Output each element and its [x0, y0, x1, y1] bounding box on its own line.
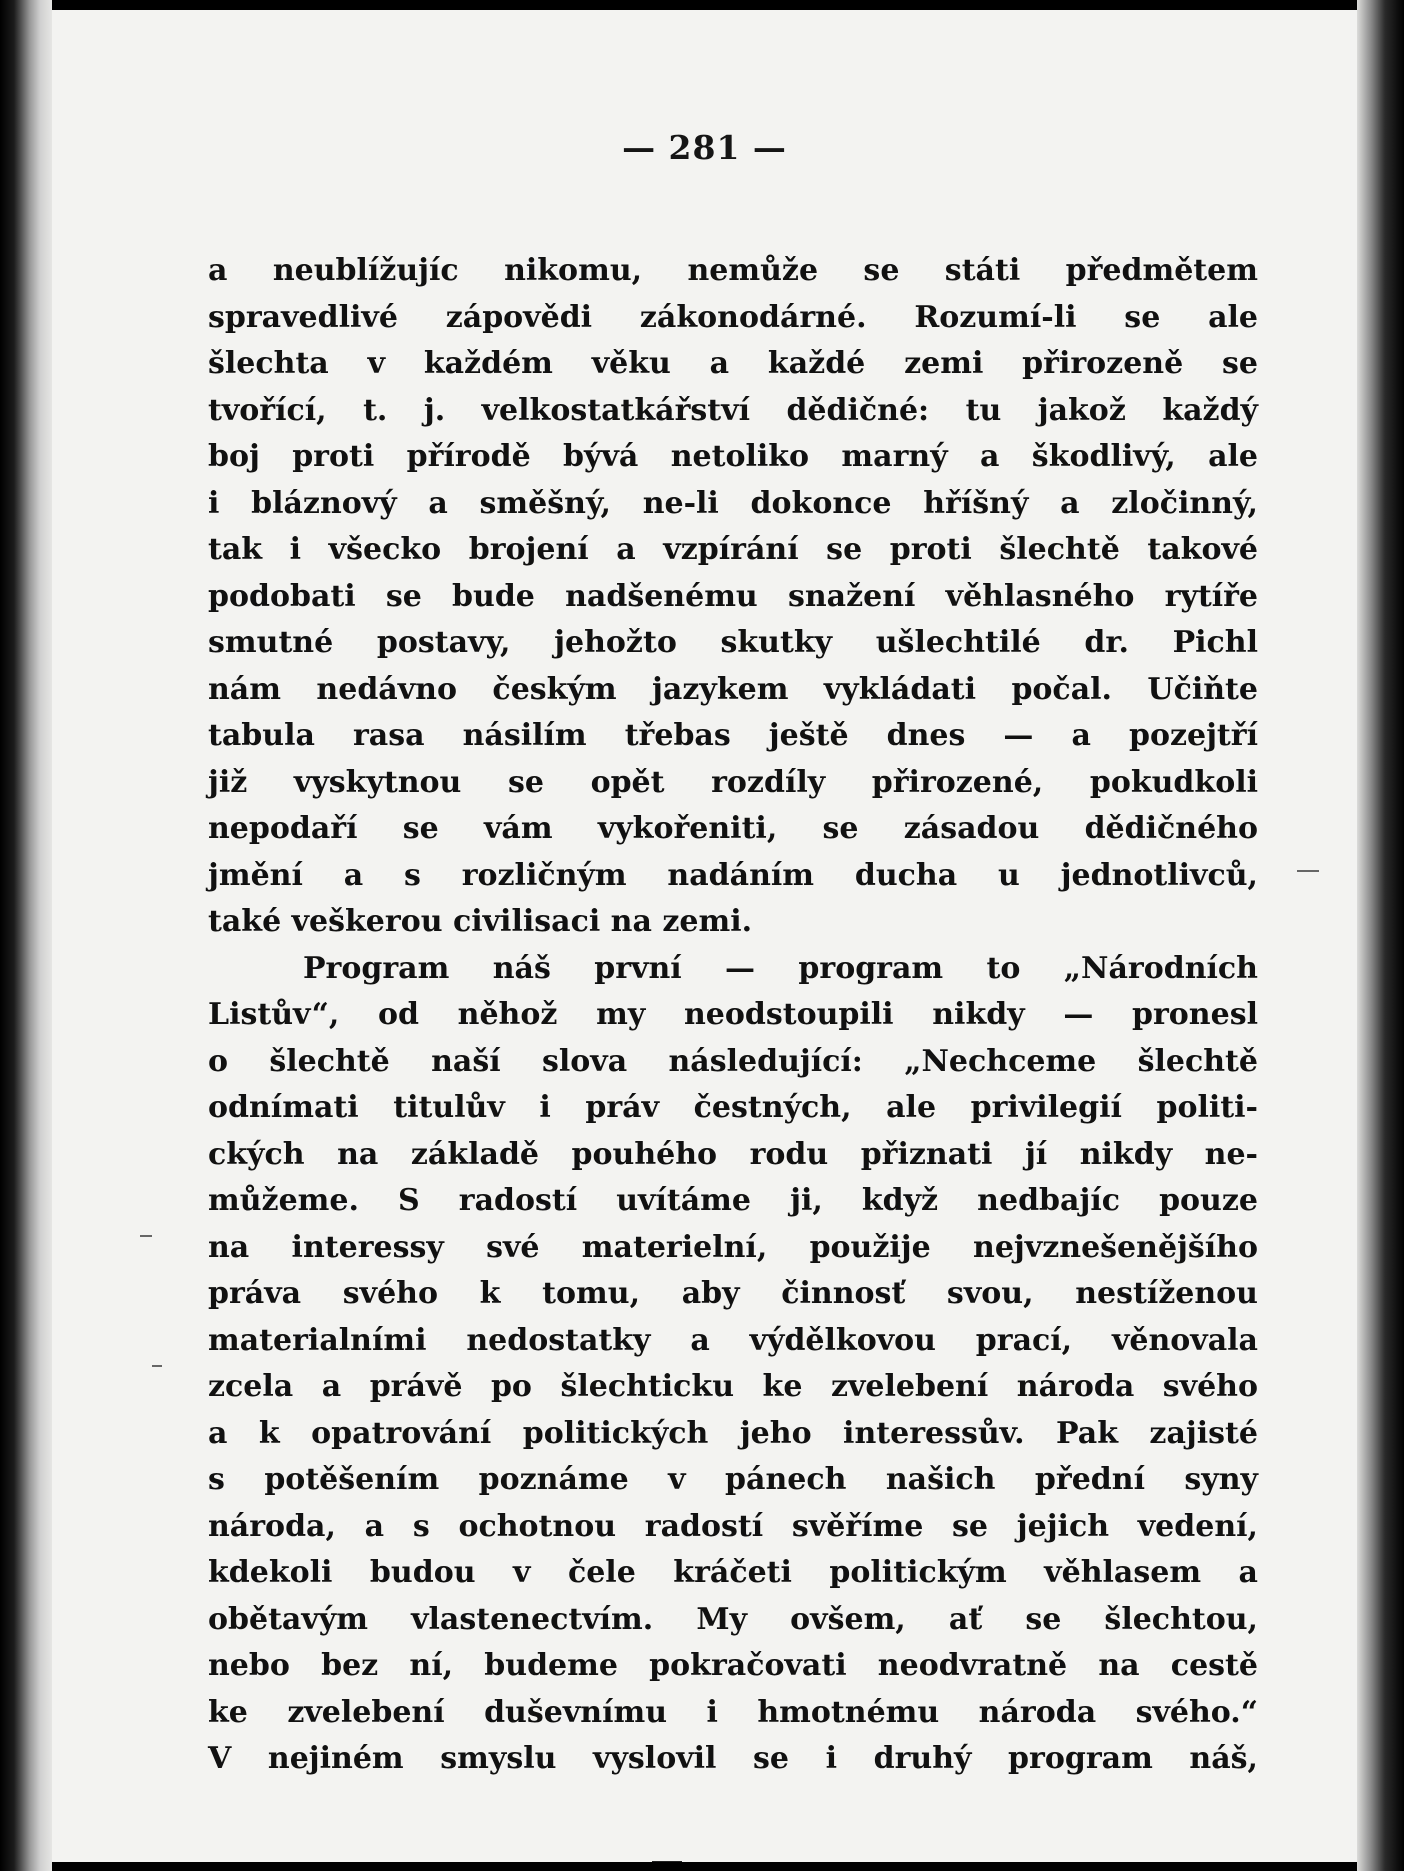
scan-speck	[1297, 870, 1319, 872]
text-line: ke zvelebení duševnímu i hmotnému národa svého.“	[208, 1694, 1258, 1730]
text-line: práva svého k tomu, aby činnosť svou, nestíženou	[208, 1276, 1258, 1311]
text-line: s potěšením poznáme v pánech našich přední syny	[208, 1462, 1258, 1497]
page-number: — 281 —	[622, 128, 787, 167]
text-line: podobati se bude nadšenému snažení věhlasného rytíře	[208, 578, 1258, 614]
text-line: kdekoli budou v čele kráčeti politickým věhlasem a	[208, 1555, 1258, 1590]
paragraph-start-line: Program náš první — program to „Národních	[303, 950, 1258, 986]
text-line: tak i všecko brojení a vzpírání se proti šlechtě takové	[208, 532, 1258, 567]
text-line: obětavým vlastenectvím. My ovšem, ať se šlechtou,	[208, 1601, 1258, 1637]
text-line: šlechta v každém věku a každé zemi přirozeně se	[208, 346, 1258, 381]
text-line: již vyskytnou se opět rozdíly přirozené, pokudkoli	[208, 764, 1258, 800]
text-line: nepodaří se vám vykořeniti, se zásadou dědičného	[208, 811, 1258, 846]
text-line: spravedlivé zápovědi zákonodárné. Rozumí-li se ale	[208, 299, 1258, 335]
paragraph-end-line: také veškerou civilisaci na zemi.	[208, 904, 753, 939]
text-line: nebo bez ní, budeme pokračovati neodvratně na cestě	[208, 1648, 1258, 1683]
text-line: národa, a s ochotnou radostí svěříme se jejich vedení,	[208, 1508, 1258, 1544]
text-line: i bláznový a směšný, ne-li dokonce hříšný a zločinný,	[208, 485, 1258, 521]
text-line: ckých na základě pouhého rodu přiznati jí nikdy ne-	[208, 1136, 1258, 1172]
body-text	[208, 248, 1258, 1783]
text-line: smutné postavy, jehožto skutky ušlechtilé dr. Pichl	[208, 625, 1258, 660]
scan-speck	[140, 1235, 152, 1237]
text-line: materialními nedostatky a výdělkovou prací, věnovala	[208, 1322, 1258, 1358]
text-line: Listův“, od něhož my neodstoupili nikdy — pronesl	[208, 997, 1258, 1032]
right-scan-edge	[1357, 0, 1404, 1871]
text-line: nám nedávno českým jazykem vykládati počal. Učiňte	[208, 671, 1258, 707]
text-line: odnímati titulův i práv čestných, ale privilegií politi-	[208, 1090, 1258, 1125]
scan-speck	[152, 1365, 162, 1367]
text-line: boj proti přírodě bývá netoliko marný a škodlivý, ale	[208, 439, 1258, 474]
text-line: můžeme. S radostí uvítáme ji, když nedbajíc pouze	[208, 1183, 1258, 1218]
text-line: tvořící, t. j. velkostatkářství dědičné: tu jakož každý	[208, 392, 1258, 428]
text-line: a k opatrování politických jeho interessův. Pak zajisté	[208, 1415, 1258, 1451]
text-line: tabula rasa násilím třebas ještě dnes — a pozejtří	[208, 718, 1258, 753]
text-line: na interessy své materielní, použije nejvznešenějšího	[208, 1229, 1258, 1265]
book-page	[52, 10, 1357, 1862]
text-line: o šlechtě naší slova následující: „Nechceme šlechtě	[208, 1043, 1258, 1079]
text-line: zcela a právě po šlechticku ke zvelebení národa svého	[208, 1369, 1258, 1404]
text-line: a neublížujíc nikomu, nemůže se státi předmětem	[208, 253, 1258, 288]
bottom-dash-mark	[652, 1861, 682, 1862]
text-line: V nejiném smyslu vyslovil se i druhý program náš,	[208, 1741, 1258, 1776]
left-scan-edge	[0, 0, 52, 1871]
text-line: jmění a s rozličným nadáním ducha u jednotlivců,	[208, 857, 1258, 893]
